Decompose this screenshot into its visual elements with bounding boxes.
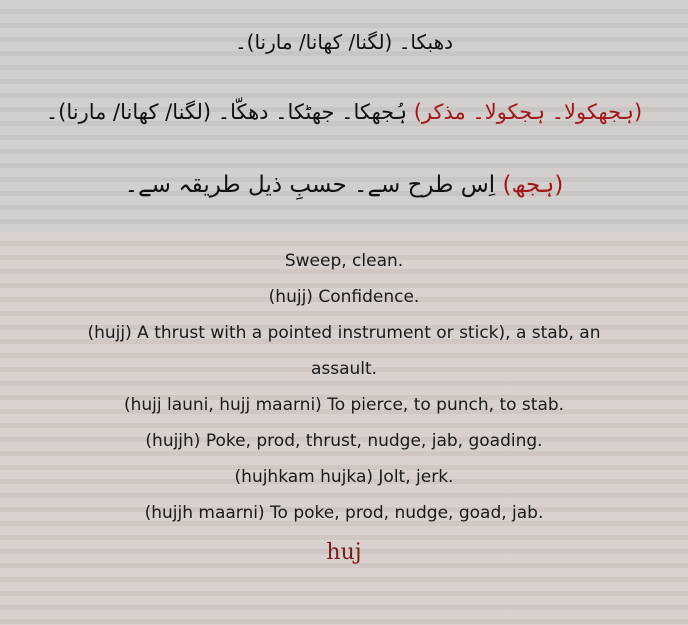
urdu-line-3-word: (ہجھ) [502, 172, 564, 198]
english-line: assault. [310, 359, 378, 379]
english-line: (hujj launi, hujj maarni) To pierce, to punch, to stab. [123, 395, 565, 415]
urdu-line-3 [0, 172, 688, 198]
english-line: (hujjh) Poke, prod, thrust, nudge, jab, goading. [145, 431, 543, 451]
english-line: Sweep, clean. [284, 251, 404, 271]
english-line: (hujj) Confidence. [268, 287, 420, 307]
english-line: (hujj) A thrust with a pointed instrument or stick), a stab, an [87, 323, 601, 343]
english-line: (hujjh maarni) To poke, prod, nudge, goad, jab. [144, 503, 544, 523]
urdu-line-1: دھبکا۔ (لگنا/ کھانا/ مارنا)۔ [234, 30, 454, 54]
urdu-line-2-grammar: (ہجھکولا۔ ہجکولا۔ مذکر) [413, 100, 643, 124]
urdu-line-2-meaning: ہُجھکا۔ جھٹکا۔ دھکّا۔ (لگنا/ کھانا/ مارنا)۔ [45, 100, 408, 124]
english-line: (hujhkam hujka) Jolt, jerk. [234, 467, 454, 487]
urdu-line-3-meaning: اِس طرح سے۔ حسبِ ذیل طریقہ سے۔ [124, 172, 496, 198]
urdu-line-2 [0, 100, 688, 124]
headword: huj [326, 540, 362, 565]
